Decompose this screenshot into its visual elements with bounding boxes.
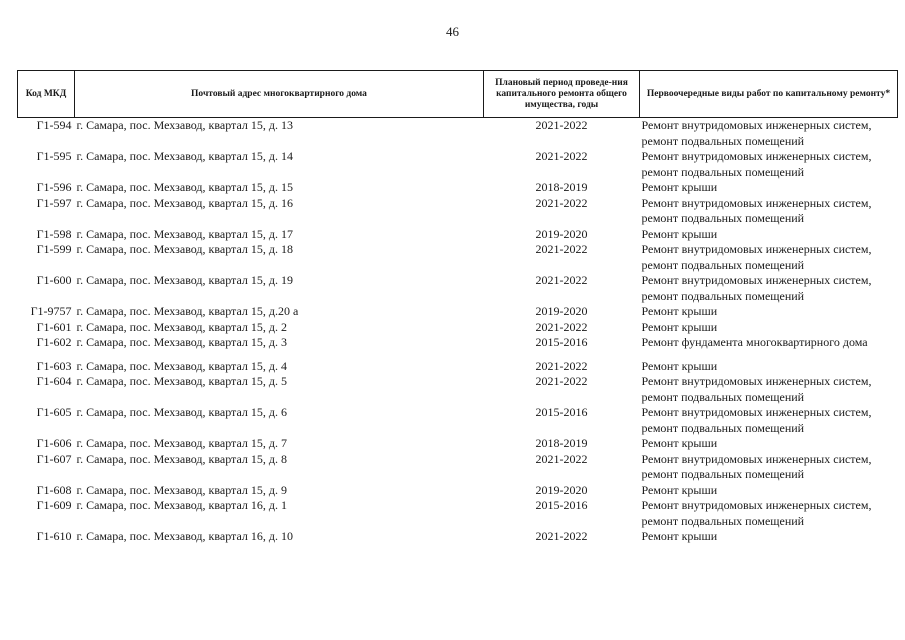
work-line: ремонт подвальных помещений [641, 288, 805, 303]
works-cell [640, 351, 898, 375]
address-cell: г. Самара, пос. Мехзавод, квартал 15, д. 19 [76, 273, 293, 287]
works-cell [640, 149, 898, 180]
mkd-code-cell: Г1-609 [36, 498, 72, 512]
header-code: Код МКД [18, 71, 75, 118]
address-cell: г. Самара, пос. Мехзавод, квартал 15, д. 15 [76, 180, 293, 194]
work-line: Ремонт внутридомовых инженерных систем, [641, 498, 872, 512]
table-row [18, 320, 898, 336]
works-cell [640, 227, 898, 243]
works-cell [640, 529, 898, 545]
table-row [18, 180, 898, 196]
works-cell [640, 405, 898, 436]
table-row [18, 149, 898, 180]
period-cell: 2018-2019 [535, 436, 588, 450]
works-cell [640, 273, 898, 304]
header-works: Первоочередные виды работ по капитальному ремонту* [640, 71, 898, 118]
address-cell: г. Самара, пос. Мехзавод, квартал 15, д. 2 [76, 319, 287, 334]
address-cell: г. Самара, пос. Мехзавод, квартал 15, д. 4 [76, 358, 287, 373]
mkd-code-cell: Г1-605 [36, 405, 72, 419]
page-number: 46 [446, 24, 459, 39]
address-cell: г. Самара, пос. Мехзавод, квартал 15, д. 18 [76, 242, 293, 256]
table-row [18, 351, 898, 375]
address-cell: г. Самара, пос. Мехзавод, квартал 15, д. 3 [76, 335, 287, 349]
work-line: Ремонт крыши [641, 304, 718, 318]
table-row [18, 483, 898, 499]
address-cell: г. Самара, пос. Мехзавод, квартал 16, д. 10 [76, 529, 293, 543]
works-cell [640, 118, 898, 150]
table-row [18, 227, 898, 243]
work-line: ремонт подвальных помещений [641, 257, 805, 272]
work-line: Ремонт крыши [641, 180, 718, 194]
table-row [18, 335, 898, 351]
work-line: Ремонт внутридомовых инженерных систем, [641, 405, 872, 419]
work-line: Ремонт внутридомовых инженерных систем, [641, 149, 872, 163]
mkd-code-cell: Г1-610 [36, 529, 72, 543]
mkd-code-cell: Г1-597 [36, 195, 72, 210]
works-cell [640, 320, 898, 336]
period-cell: 2015-2016 [535, 335, 588, 349]
mkd-code-cell: Г1-602 [36, 335, 72, 349]
period-cell: 2019-2020 [535, 304, 588, 318]
address-cell: г. Самара, пос. Мехзавод, квартал 15, д.20 а [76, 304, 299, 318]
mkd-code-cell: Г1-606 [36, 436, 72, 450]
address-cell: г. Самара, пос. Мехзавод, квартал 15, д. 8 [76, 451, 287, 466]
period-cell: 2018-2019 [535, 180, 588, 194]
works-cell [640, 242, 898, 273]
period-cell: 2021-2022 [535, 529, 588, 543]
address-cell: г. Самара, пос. Мехзавод, квартал 15, д. 17 [76, 226, 293, 241]
work-line: Ремонт внутридомовых инженерных систем, [641, 195, 872, 210]
works-cell [640, 180, 898, 196]
address-cell: г. Самара, пос. Мехзавод, квартал 15, д. 7 [76, 436, 287, 450]
work-line: Ремонт внутридомовых инженерных систем, [641, 273, 872, 287]
period-cell: 2021-2022 [535, 319, 588, 334]
mkd-code-cell: Г1-599 [36, 242, 72, 256]
work-line: Ремонт фундамента многоквартирного дома [641, 335, 868, 349]
work-line: Ремонт крыши [641, 529, 718, 543]
mkd-code-cell: Г1-596 [36, 180, 72, 194]
work-line: Ремонт крыши [641, 482, 718, 497]
mkd-code-cell: Г1-595 [36, 149, 72, 163]
period-cell: 2015-2016 [535, 405, 588, 419]
works-cell [640, 335, 898, 351]
works-cell [640, 483, 898, 499]
address-cell: г. Самара, пос. Мехзавод, квартал 15, д. 6 [76, 405, 287, 419]
mkd-code-cell: Г1-601 [36, 319, 72, 334]
work-line: Ремонт внутридомовых инженерных систем, [641, 242, 872, 256]
mkd-code-cell: Г1-608 [36, 482, 72, 497]
header-address: Почтовый адрес многоквартирного дома [75, 71, 484, 118]
table-row [18, 529, 898, 545]
period-cell: 2015-2016 [535, 498, 588, 512]
table-row [18, 452, 898, 483]
table-row [18, 118, 898, 150]
work-line: ремонт подвальных помещений [641, 164, 805, 179]
work-line: Ремонт внутридомовых инженерных систем, [641, 374, 872, 388]
work-line: Ремонт крыши [641, 358, 718, 373]
work-line: Ремонт крыши [641, 319, 718, 334]
table-body [18, 118, 898, 545]
repair-schedule-table [17, 70, 898, 545]
period-cell: 2021-2022 [535, 273, 588, 287]
work-line: ремонт подвальных помещений [641, 389, 805, 404]
table-row [18, 374, 898, 405]
table-row [18, 405, 898, 436]
address-cell: г. Самара, пос. Мехзавод, квартал 15, д. 14 [76, 149, 293, 163]
table-row [18, 273, 898, 304]
address-cell: г. Самара, пос. Мехзавод, квартал 15, д. 13 [76, 118, 293, 132]
period-cell: 2021-2022 [535, 358, 588, 373]
mkd-code-cell: Г1-603 [36, 358, 72, 373]
work-line: ремонт подвальных помещений [641, 513, 805, 528]
work-line: Ремонт внутридомовых инженерных систем, [641, 118, 872, 132]
mkd-code-cell: Г1-9757 [30, 304, 72, 318]
address-cell: г. Самара, пос. Мехзавод, квартал 15, д. 16 [76, 195, 293, 210]
table-row [18, 436, 898, 452]
table-row [18, 498, 898, 529]
works-cell [640, 436, 898, 452]
period-cell: 2021-2022 [535, 118, 588, 132]
mkd-code-cell: Г1-604 [36, 374, 72, 388]
works-cell [640, 196, 898, 227]
period-cell: 2019-2020 [535, 226, 588, 241]
period-cell: 2019-2020 [535, 482, 588, 497]
period-cell: 2021-2022 [535, 195, 588, 210]
period-cell: 2021-2022 [535, 451, 588, 466]
period-cell: 2021-2022 [535, 149, 588, 163]
works-cell [640, 304, 898, 320]
work-line: Ремонт крыши [641, 436, 718, 450]
address-cell: г. Самара, пос. Мехзавод, квартал 15, д. 5 [76, 374, 287, 388]
address-cell: г. Самара, пос. Мехзавод, квартал 15, д. 9 [76, 482, 287, 497]
works-cell [640, 452, 898, 483]
mkd-code-cell: Г1-598 [36, 226, 72, 241]
table-row [18, 196, 898, 227]
work-line: Ремонт внутридомовых инженерных систем, [641, 451, 872, 466]
period-cell: 2021-2022 [535, 242, 588, 256]
mkd-code-cell: Г1-607 [36, 451, 72, 466]
work-line: ремонт подвальных помещений [641, 467, 805, 481]
period-cell: 2021-2022 [535, 374, 588, 388]
mkd-code-cell: Г1-600 [36, 273, 72, 287]
table-row [18, 304, 898, 320]
works-cell [640, 374, 898, 405]
mkd-code-cell: Г1-594 [36, 118, 72, 132]
header-period: Плановый период проведе-ния капитального ремонта общего имущества, годы [484, 71, 640, 118]
work-line: ремонт подвальных помещений [641, 133, 805, 148]
table-header-row [18, 71, 898, 118]
address-cell: г. Самара, пос. Мехзавод, квартал 16, д. 1 [76, 498, 287, 512]
work-line: ремонт подвальных помещений [641, 211, 805, 225]
works-cell [640, 498, 898, 529]
work-line: Ремонт крыши [641, 226, 718, 241]
work-line: ремонт подвальных помещений [641, 420, 805, 435]
table-row [18, 242, 898, 273]
